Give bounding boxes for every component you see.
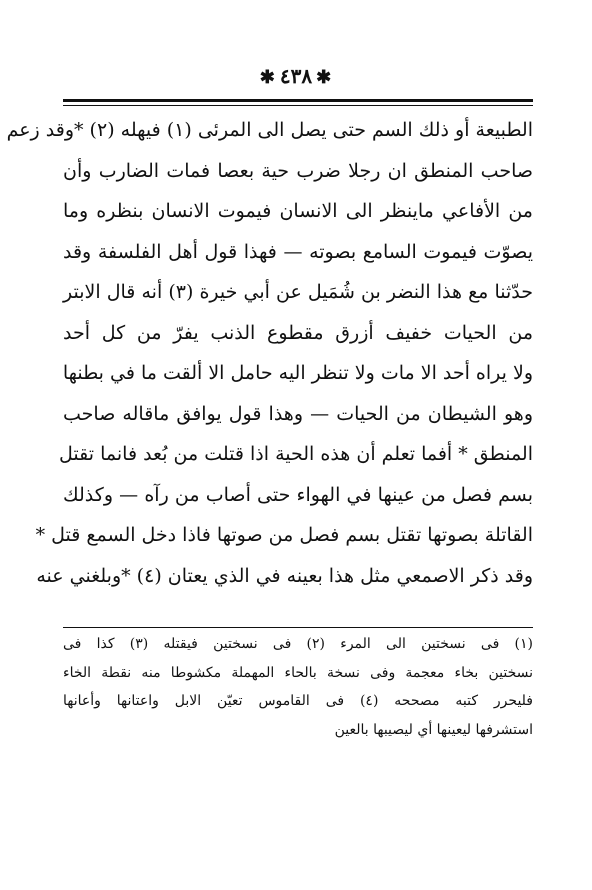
main-text-block — [6, 110, 533, 596]
text-line: حدّثنا مع هذا النضر بن شُمَيل عن أبي خيرة (٣) أنه قال الابتر — [63, 281, 533, 303]
ornament-right-icon: ✱ — [316, 67, 333, 88]
text-line: بسم فصل من عينها في الهواء حتى أصاب من رآه — وكذلك — [63, 483, 533, 506]
text-line: ولا يراه أحد الا مات ولا تنظر اليه حامل الا ألقت ما في بطنها — [62, 362, 533, 384]
text-line: صاحب المنطق ان رجلا ضرب حية بعصا فمات الضارب وأن — [63, 159, 533, 182]
text-line: يصوّت فيموت السامع بصوته — فهذا قول أهل الفلسفة وقد — [63, 240, 533, 263]
page-number: ٤٣٨ — [279, 64, 313, 88]
top-rule-thick — [63, 99, 533, 102]
text-line: وهو الشيطان من الحيات — وهذا قول يوافق ماقاله صاحب — [63, 402, 533, 425]
text-line: من الحيات خفيف أزرق مقطوع الذنب يفرّ من كل أحد — [63, 321, 533, 344]
page-header — [0, 64, 592, 88]
text-line: من الأفاعي ماينظر الى الانسان فيموت الانسان بنظره وما — [63, 200, 533, 222]
footnote-separator — [63, 627, 533, 628]
footnotes-block — [63, 630, 533, 744]
footnote-line: استشرفها ليعينها أي ليصيبها بالعين — [334, 721, 533, 738]
footnote-line: نسختين بخاء معجمة وفى نسخة بالحاء المهملة مكشوطا منه نقطة الخاء — [63, 664, 533, 681]
top-rule-thin — [63, 105, 533, 106]
ornament-left-icon: ✱ — [259, 67, 276, 88]
text-line: وقد ذكر الاصمعي مثل هذا بعينه في الذي يعتان (٤) *وبلغني عنه — [36, 564, 533, 587]
footnote-line: فليحرر كتبه مصححه (٤) فى القاموس تعيّن الابل واعتانها وأعانها — [63, 693, 533, 709]
footnote-line: (١) فى نسختين الى المرء (٢) فى نسختين فيقتله (٣) كذا فى — [63, 636, 533, 652]
text-line: الطبيعة أو ذلك السم حتى يصل الى المرئى (١) فيهله (٢) *وقد زعم — [6, 119, 533, 141]
text-line: القاتلة بصوتها تقتل بسم فصل من صوتها فاذا دخل السمع قتل * — [35, 524, 533, 546]
text-line: المنطق * أفما تعلم أن هذه الحية اذا قتلت من بُعد فانما تقتل — [59, 443, 533, 465]
